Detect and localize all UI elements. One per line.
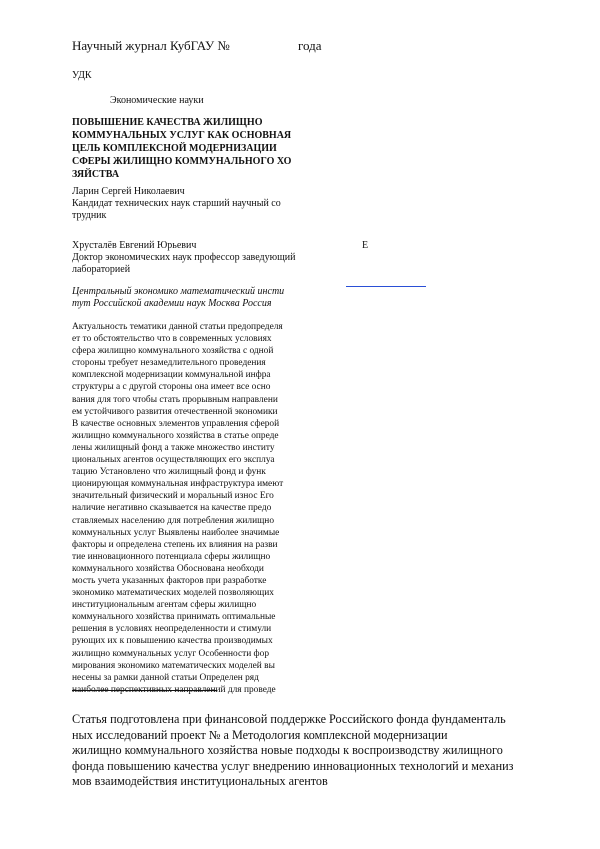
author-block [72,240,296,276]
affiliation [72,286,284,310]
abstract-line: сфера жилищно коммунального хозяйства с одной [72,346,274,357]
journal-year: года [298,38,322,53]
author-name: Хрусталёв Евгений Юрьевич [72,240,197,251]
author-name: Ларин Сергей Николаевич [72,186,185,197]
email-marker: E [362,240,369,251]
abstract-line: коммунального хозяйства Обоснована необходи [72,563,264,574]
abstract-line: несены за рамки данной статьи Определен ряд [72,672,259,683]
udc-label: УДК [72,70,92,81]
abstract-line: наиболее перспективных направлений для проведе [72,684,276,695]
abstract-line: циональных агентов осуществляющих его эксплуа [72,455,275,466]
abstract-line: мость учета указанных факторов при разработке [72,575,267,586]
abstract-line: ем устойчивого развития отечественной экономики [72,406,278,417]
abstract [72,321,283,696]
abstract-line: экономико математических моделей позволяющих [72,588,274,599]
footnote [72,712,513,790]
abstract-line: решения в условиях неопределенности и стимули [72,624,272,635]
author-degree: лабораторией [72,264,131,275]
affiliation-line: тут Российской академии наук Москва Россия [72,298,272,309]
journal-name: Научный журнал КубГАУ № [72,38,230,53]
email-link-underline[interactable] [346,286,426,287]
abstract-line: вания для того чтобы стать прорывным направлени [72,394,278,405]
footnote-line: ных исследований проект № а Методология комплексной модернизации [72,727,448,742]
abstract-line: лены жилищный фонд а также множество институ [72,442,275,453]
footnote-line: Статья подготовлена при финансовой поддержке Российского фонда фундаменталь [72,712,506,726]
abstract-line: комплексной модернизации коммунальной инфра [72,370,271,381]
author-block [72,186,281,222]
journal-header [72,38,322,54]
abstract-line: тацию Установлено что жилищный фонд и функ [72,467,266,478]
footnote-separator [72,690,217,691]
title-line: КОММУНАЛЬНЫХ УСЛУГ КАК ОСНОВНАЯ [72,130,292,141]
abstract-line: ционирующая коммунальная инфраструктура имеют [72,479,284,490]
abstract-line: коммунальных услуг Выявлены наиболее значимые [72,527,280,538]
abstract-line: рующих их к повышению качества производимых [72,636,273,647]
title-line: ЗЯЙСТВА [72,169,120,180]
abstract-line: коммунального хозяйства принимать оптимальные [72,612,276,623]
abstract-line: стороны требует незамедлительного проведения [72,358,266,369]
abstract-line: наличие негативно сказывается на качестве предо [72,503,272,514]
affiliation-line: Центральный экономико математический инсти [72,286,285,297]
abstract-line: жилищно коммунальных услуг Особенности фор [72,648,270,659]
abstract-line: тие инновационного потенциала сферы жилищно [72,551,271,562]
abstract-line: В качестве основных элементов управления сферой [72,418,280,429]
abstract-line: Актуальность тематики данной статьи предопределя [72,322,283,332]
section-label: Экономические науки [110,95,204,106]
abstract-line: жилищно коммунального хозяйства в статье опреде [72,430,279,441]
abstract-line: факторы и определена степень их влияния на разви [72,539,278,550]
author-degree: трудник [72,210,107,221]
abstract-line: институциональным агентам сферы жилищно [72,600,257,611]
footnote-line: мов взаимодействия институциональных агентов [72,774,328,789]
abstract-line: ет то обстоятельство что в современных условиях [72,334,272,345]
article-title [72,116,291,181]
author-degree: Кандидат технических наук старший научный со [72,198,281,209]
abstract-line: ставляемых населению для потребления жилищно [72,515,275,526]
title-line: ПОВЫШЕНИЕ КАЧЕСТВА ЖИЛИЩНО [72,117,263,128]
abstract-line: значительный физический и моральный износ Его [72,491,274,502]
abstract-line: структуры а с другой стороны она имеет все осно [72,382,271,393]
footnote-line: фонда повышению качества услуг внедрению инновационных технологий и механиз [72,758,514,773]
footnote-line: жилищно коммунального хозяйства новые подходы к воспроизводству жилищного [72,743,503,758]
author-degree: Доктор экономических наук профессор заведующий [72,252,296,263]
title-line: ЦЕЛЬ КОМПЛЕКСНОЙ МОДЕРНИЗАЦИИ [72,143,277,154]
abstract-line: мирования экономико математических моделей вы [72,660,275,671]
title-line: СФЕРЫ ЖИЛИЩНО КОММУНАЛЬНОГО ХО [72,156,292,167]
